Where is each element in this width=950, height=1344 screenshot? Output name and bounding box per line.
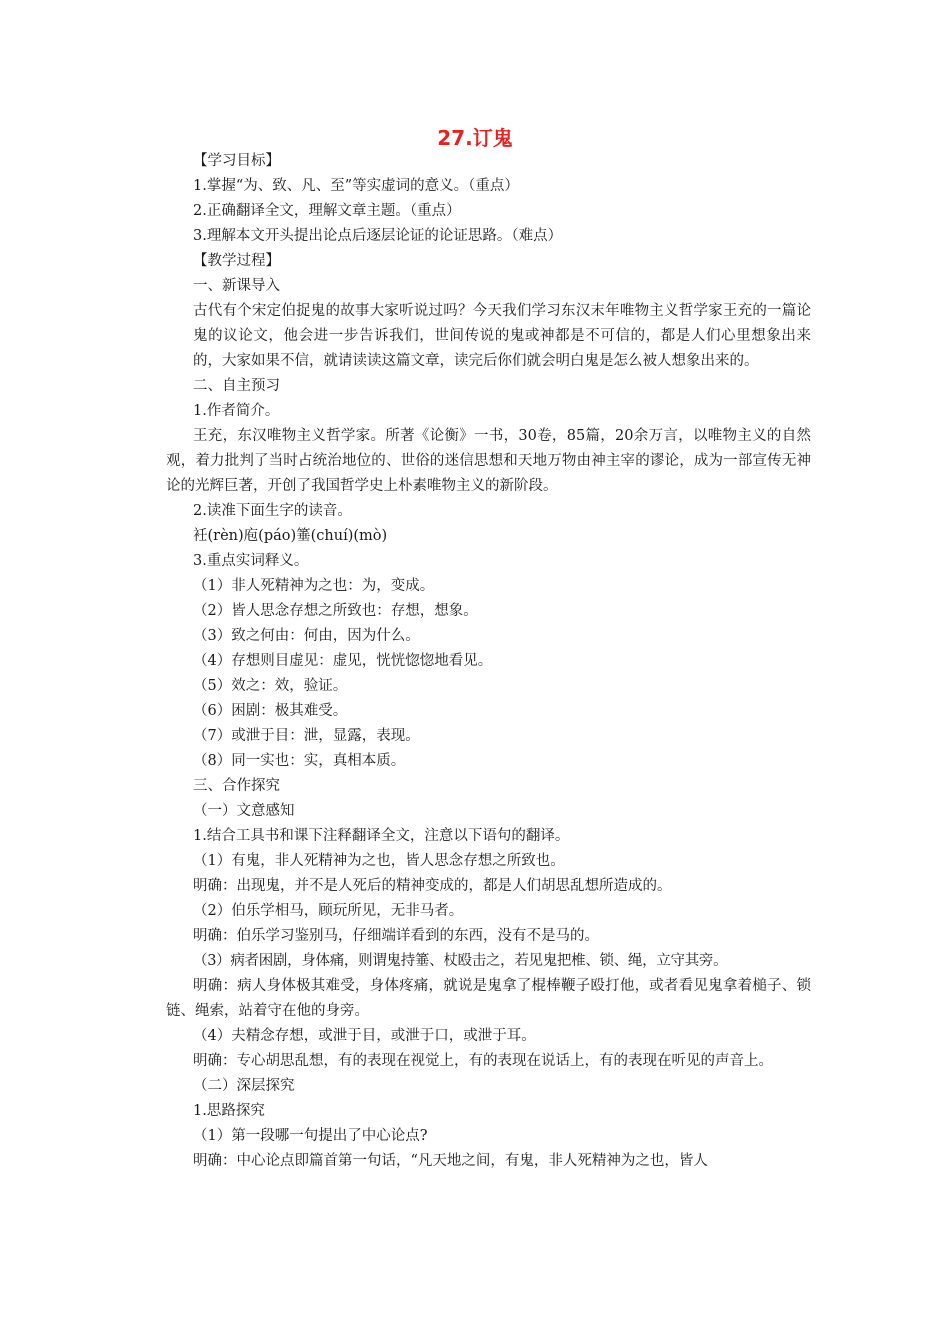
text-line: （8）同一实也：实，真相本质。 xyxy=(193,753,406,769)
text-line: 明确：出现鬼，并不是人死后的精神变成的，都是人们胡思乱想所造成的。 xyxy=(193,878,672,894)
text-line: 2.正确翻译全文，理解文章主题。（重点） xyxy=(193,203,461,219)
text-paragraph: 王充，东汉唯物主义哲学家。所著《论衡》一书，30卷，85篇，20余万言，以唯物主义的自然观，着力批判了当时占统治地位的、世俗的迷信思想和天地万物由神主宰的谬论，成为一部宣传无神论的光辉巨著，开创了我国哲学史上朴素唯物主义的新阶段。 xyxy=(166,428,811,494)
text-line: 二、自主预习 xyxy=(193,378,280,394)
text-line: 3.理解本文开头提出论点后逐层论证的论证思路。（难点） xyxy=(193,228,563,244)
text-line: （7）或泄于目：泄，显露，表现。 xyxy=(193,728,420,744)
text-line: 三、合作探究 xyxy=(193,778,280,794)
text-line: 2.读准下面生字的读音。 xyxy=(193,503,352,519)
text-line: （二）深层探究 xyxy=(193,1078,295,1094)
text-line: 1.结合工具书和课下注释翻译全文，注意以下语句的翻译。 xyxy=(193,828,570,844)
text-line: （4）存想则目虚见：虚见，恍恍惚惚地看见。 xyxy=(193,653,493,669)
text-paragraph: 明确：专心胡思乱想，有的表现在视觉上，有的表现在说话上，有的表现在听见的声音上。 xyxy=(193,1053,773,1069)
text-paragraph: 明确：病人身体极其难受，身体疼痛，就说是鬼拿了棍棒鞭子殴打他，或者看见鬼拿着槌子、锁链、绳索，站着守在他的身旁。 xyxy=(166,978,811,1019)
text-line: 【教学过程】 xyxy=(193,253,280,269)
document-body xyxy=(166,149,811,1174)
text-line: （1）非人死精神为之也：为，变成。 xyxy=(193,578,435,594)
text-line: （1）有鬼，非人死精神为之也，皆人思念存想之所致也。 xyxy=(193,853,565,869)
text-line: （3）致之何由：何由，因为什么。 xyxy=(193,628,420,644)
document-title: 27.订鬼 xyxy=(437,126,513,150)
text-line: 3.重点实词释义。 xyxy=(193,553,309,569)
text-line: 衽(rèn)庖(páo)箠(chuí)(mò) xyxy=(193,528,388,544)
text-line: 【学习目标】 xyxy=(193,153,280,169)
text-line: （一）文意感知 xyxy=(193,803,295,819)
text-line: 1.掌握“为、致、凡、至”等实虚词的意义。（重点） xyxy=(193,178,519,194)
text-line: 明确：中心论点即篇首第一句话，“凡天地之间，有鬼，非人死精神为之也，皆人 xyxy=(193,1153,708,1169)
text-line: 明确：伯乐学习鉴别马，仔细端详看到的东西，没有不是马的。 xyxy=(193,928,599,944)
text-line: （5）效之：效，验证。 xyxy=(193,678,348,694)
text-line: （3）病者困剧，身体痛，则谓鬼持箠、杖殴击之，若见鬼把椎、锁、绳，立守其旁。 xyxy=(193,953,728,969)
text-line: （4）夫精念存想，或泄于目，或泄于口，或泄于耳。 xyxy=(193,1028,536,1044)
text-paragraph: 古代有个宋定伯捉鬼的故事大家听说过吗？今天我们学习东汉末年唯物主义哲学家王充的一篇论鬼的议论文，他会进一步告诉我们，世间传说的鬼或神都是不可信的，都是人们心里想象出来的，大家如果不信，就请读读这篇文章，读完后你们就会明白鬼是怎么被人想象出来的。 xyxy=(193,303,811,369)
text-line: 1.作者简介。 xyxy=(193,403,280,419)
text-line: 1.思路探究 xyxy=(193,1103,265,1119)
text-line: （6）困剧：极其难受。 xyxy=(193,703,348,719)
text-line: （2）皆人思念存想之所致也：存想，想象。 xyxy=(193,603,478,619)
text-line: 一、新课导入 xyxy=(193,278,280,294)
text-line: （1）第一段哪一句提出了中心论点? xyxy=(193,1128,428,1144)
text-line: （2）伯乐学相马，顾玩所见，无非马者。 xyxy=(193,903,464,919)
